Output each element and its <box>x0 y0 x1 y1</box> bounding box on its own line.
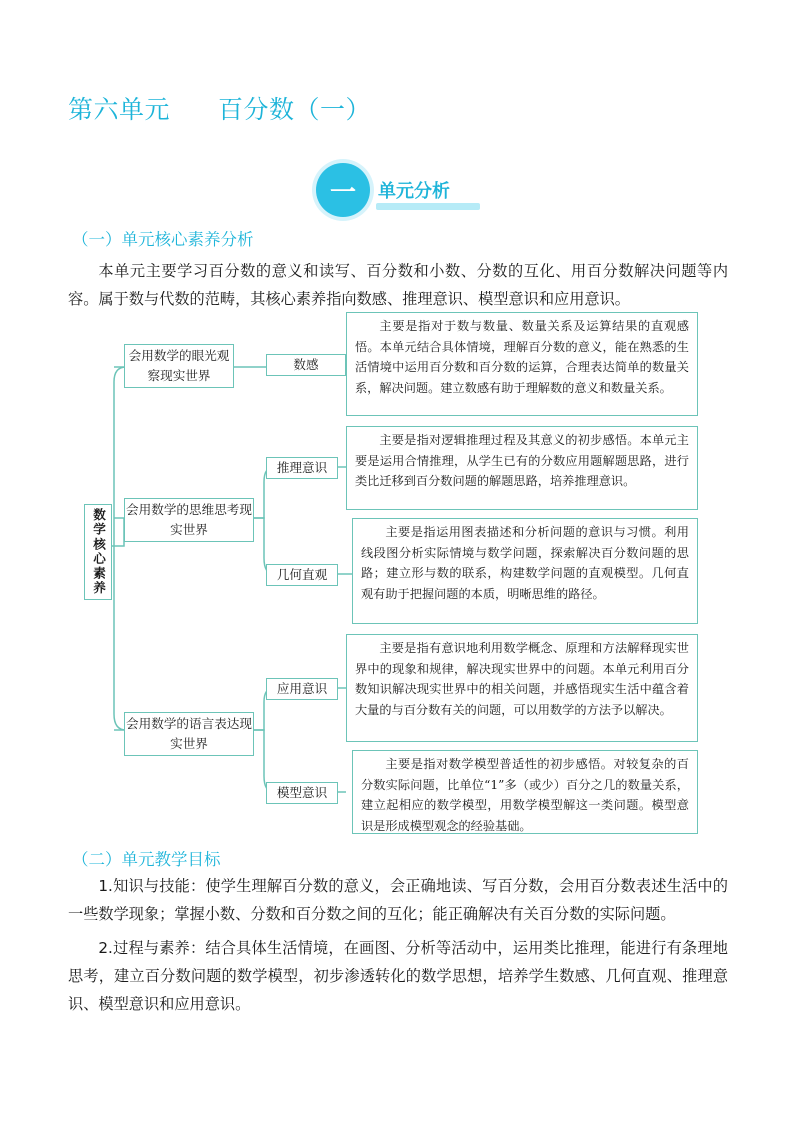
unit-title <box>68 90 371 126</box>
mindmap-leaf-number-sense: 数感 <box>266 354 346 376</box>
mindmap-root: 数学核心素养 <box>84 504 112 600</box>
mindmap-group-express: 会用数学的语言表达现实世界 <box>124 712 254 756</box>
mindmap-desc-number-sense: 主要是指对于数与数量、数量关系及运算结果的直观感悟。本单元结合具体情境，理解百分数的意义，能在熟悉的生活情境中运用百分数和百分数的运算，合理表达简单的数量关系，解决问题。建立数感有助于理解数的意义和数量关系。 <box>346 312 698 416</box>
mindmap-leaf-modeling: 模型意识 <box>266 782 338 804</box>
unit-topic: 百分数（一） <box>218 95 372 124</box>
mindmap-group-observe: 会用数学的眼光观察现实世界 <box>124 344 234 388</box>
mindmap-desc-application: 主要是指有意识地利用数学概念、原理和方法解释现实世界中的现象和规律，解决现实世界中的问题。本单元利用百分数知识解决现实世界中的相关问题，并感悟现实生活中蕴含着大量的与百分数有关的问题，可以用数学的方法予以解决。 <box>346 634 698 742</box>
mindmap-group-think: 会用数学的思维思考现实世界 <box>124 498 254 542</box>
banner-number-badge: 一 <box>316 163 370 217</box>
unit-number: 第六单元 <box>68 95 171 124</box>
section1-paragraph: 本单元主要学习百分数的意义和读写、百分数和小数、分数的互化、用百分数解决问题等内容。属于数与代数的范畴，其核心素养指向数感、推理意识、模型意识和应用意识。 <box>68 262 728 308</box>
section1-heading: （一）单元核心素养分析 <box>72 230 254 249</box>
section-banner <box>316 163 482 217</box>
core-literacy-mindmap <box>84 312 704 838</box>
mindmap-leaf-reasoning: 推理意识 <box>266 457 338 479</box>
mindmap-desc-reasoning: 主要是指对逻辑推理过程及其意义的初步感悟。本单元主要是运用合情推理，从学生已有的分数应用题解题思路，进行类比迁移到百分数问题的解题思路，培养推理意识。 <box>346 426 698 510</box>
mindmap-desc-modeling: 主要是指对数学模型普适性的初步感悟。对较复杂的百分数实际问题，比单位“1”多（或少）百分之几的数量关系，建立起相应的数学模型，用数学模型解这一类问题。模型意识是形成模型观念的经验基础。 <box>352 750 698 834</box>
goal-process-literacy: 2.过程与素养：结合具体生活情境，在画图、分析等活动中，运用类比推理，能进行有条理地思考，建立百分数问题的数学模型，初步渗透转化的数学思想，培养学生数感、几何直观、推理意识、模型意识和应用意识。 <box>68 939 728 1013</box>
mindmap-leaf-application: 应用意识 <box>266 678 338 700</box>
goal-knowledge-skills: 1.知识与技能：使学生理解百分数的意义，会正确地读、写百分数，会用百分数表述生活中的一些数学现象；掌握小数、分数和百分数之间的互化；能正确解决有关百分数的实际问题。 <box>68 877 728 923</box>
section2-heading: （二）单元教学目标 <box>72 850 221 869</box>
mindmap-leaf-geometric-intuition: 几何直观 <box>266 564 338 586</box>
mindmap-desc-geometric-intuition: 主要是指运用图表描述和分析问题的意识与习惯。利用线段图分析实际情境与数学问题，探索解决百分数问题的思路；建立形与数的联系，构建数学问题的直观模型。几何直观有助于把握问题的本质，明晰思维的路径。 <box>352 518 698 624</box>
banner-label: 单元分析 <box>378 181 450 202</box>
banner-underline <box>376 203 480 210</box>
